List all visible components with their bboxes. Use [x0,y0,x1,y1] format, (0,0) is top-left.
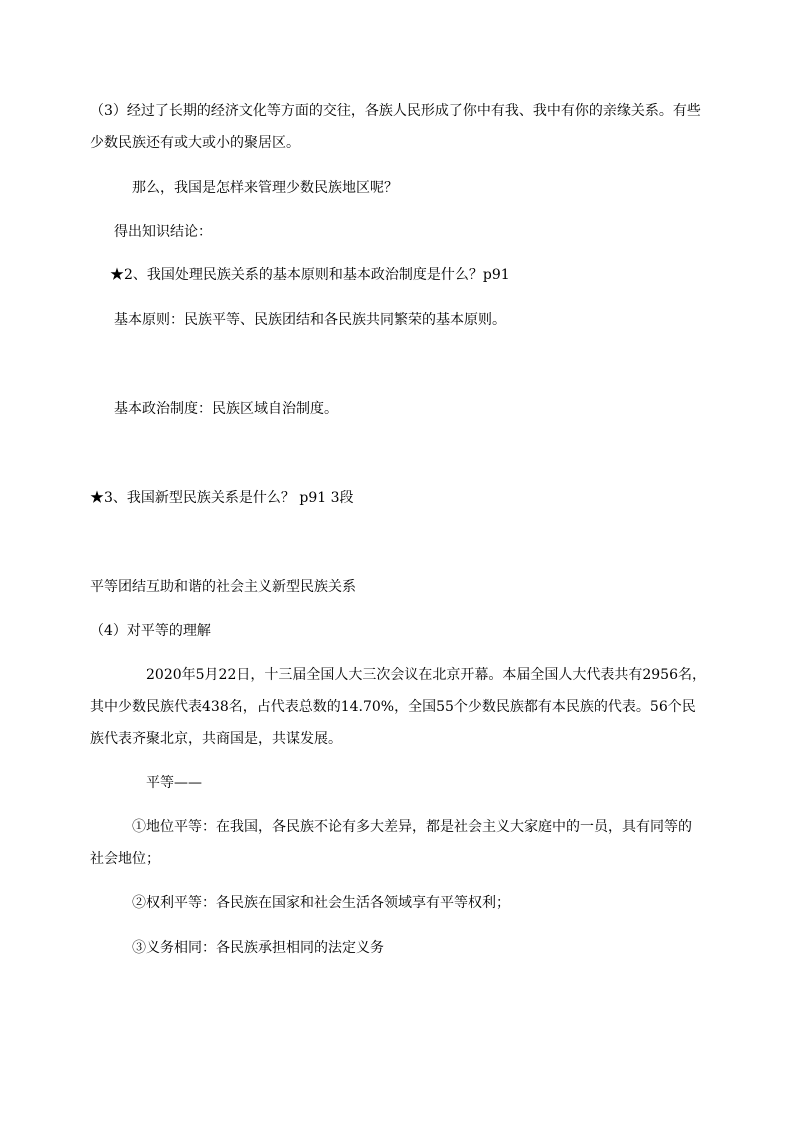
point1-line1: ①地位平等：在我国，各民族不论有多大差异，都是社会主义大家庭中的一员，具有同等的 [132,819,692,835]
point2: ②权利平等：各民族在国家和社会生活各领域享有平等权利； [132,895,510,911]
item2-principle: 基本原则：民族平等、民族团结和各民族共同繁荣的基本原则。 [114,312,506,328]
section4-para-line3: 族代表齐聚北京，共商国是，共谋发展。 [90,731,342,747]
item2-system: 基本政治制度：民族区域自治制度。 [114,401,338,417]
section3-question: 那么，我国是怎样来管理少数民族地区呢？ [132,180,398,196]
section3-line2: 少数民族还有或大或小的聚居区。 [90,135,300,151]
point3: ③义务相同：各民族承担相同的法定义务 [132,940,384,956]
section4-para-line1: 2020年5月22日，十三届全国人大三次会议在北京开幕。本届全国人大代表共有2956名， [146,667,706,683]
conclusion-label: 得出知识结论： [114,224,212,240]
item3-question: ★3、我国新型民族关系是什么？ p91 3段 [90,490,354,506]
section4-para-line2: 其中少数民族代表438名，占代表总数的14.70%，全国55个少数民族都有本民族的代表。56个民 [90,699,696,715]
equality-label: 平等—— [146,775,202,791]
section3-line1: （3）经过了长期的经济文化等方面的交往，各族人民形成了你中有我、我中有你的亲缘关系。有些 [90,103,701,119]
point1-line2: 社会地位； [90,851,160,867]
item3-answer: 平等团结互助和谐的社会主义新型民族关系 [90,579,356,595]
section4-heading: （4）对平等的理解 [90,623,211,639]
item2-question: ★2、我国处理民族关系的基本原则和基本政治制度是什么？p91 [110,267,510,283]
